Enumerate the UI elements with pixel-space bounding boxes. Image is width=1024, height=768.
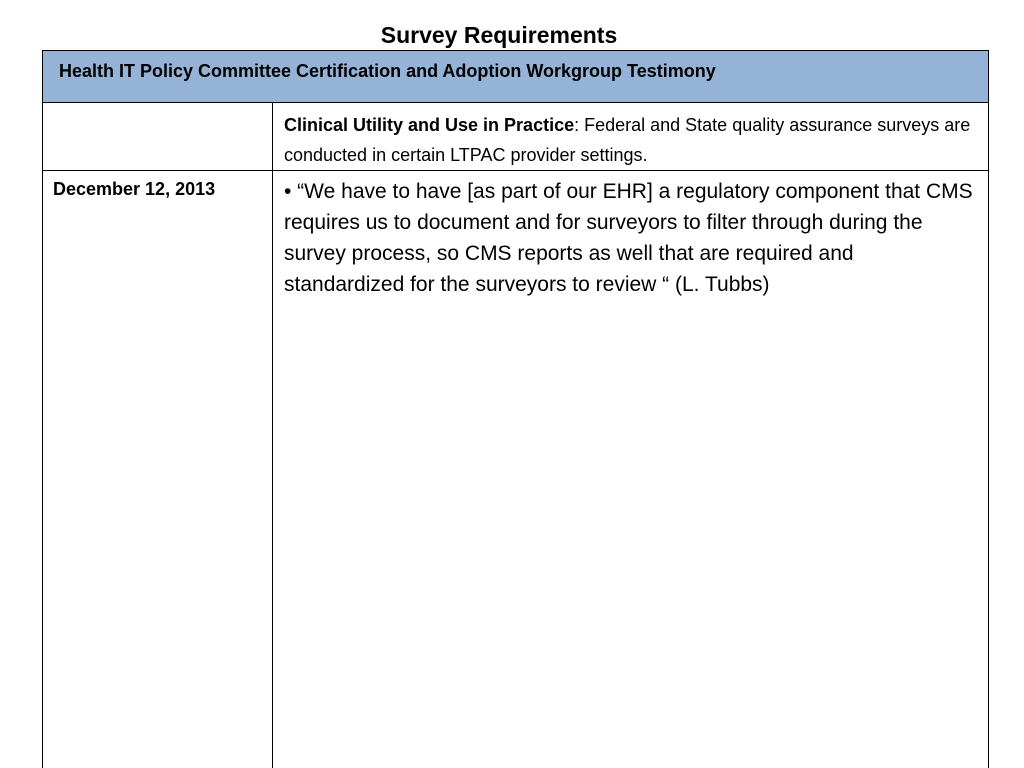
table-row xyxy=(43,103,988,171)
page-title: Survey Requirements xyxy=(380,22,618,48)
table-row xyxy=(43,171,988,768)
testimony-quote: • “We have to have [as part of our EHR] a regulatory component that CMS requires us to document and for surveyors to filter through during the survey process, so CMS reports as well that are required and standardized for the surveyors to review “ (L. Tubbs) xyxy=(284,180,973,296)
table-cell-date xyxy=(43,103,273,170)
table-cell-date xyxy=(43,171,273,768)
description-body: : Federal and State quality assurance surveys are conducted in certain LTPAC provider settings. xyxy=(284,115,971,165)
description-text xyxy=(284,110,978,170)
table-header-title: Health IT Policy Committee Certification and Adoption Workgroup Testimony xyxy=(59,61,716,81)
table-cell-quote xyxy=(273,171,988,768)
date-text: December 12, 2013 xyxy=(53,179,216,199)
table-header xyxy=(43,51,988,103)
table-cell-description xyxy=(273,103,988,170)
description-lead: Clinical Utility and Use in Practice xyxy=(284,115,575,135)
testimony-table xyxy=(42,50,989,768)
